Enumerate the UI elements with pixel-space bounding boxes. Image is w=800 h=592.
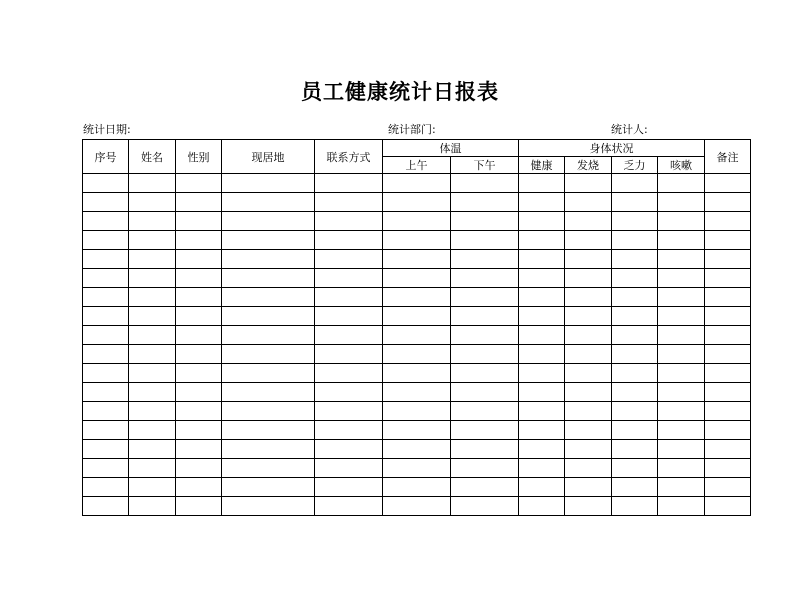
- table-cell[interactable]: [129, 174, 176, 193]
- table-cell[interactable]: [658, 307, 705, 326]
- table-cell[interactable]: [383, 440, 451, 459]
- table-cell[interactable]: [612, 269, 658, 288]
- table-cell[interactable]: [519, 364, 565, 383]
- table-cell[interactable]: [519, 402, 565, 421]
- table-cell[interactable]: [83, 364, 129, 383]
- table-cell[interactable]: [658, 193, 705, 212]
- table-cell[interactable]: [451, 421, 519, 440]
- table-cell[interactable]: [565, 345, 612, 364]
- table-cell[interactable]: [222, 212, 315, 231]
- table-cell[interactable]: [565, 383, 612, 402]
- table-cell[interactable]: [658, 459, 705, 478]
- table-cell[interactable]: [565, 212, 612, 231]
- table-row: [83, 174, 751, 193]
- table-cell[interactable]: [658, 326, 705, 345]
- table-cell[interactable]: [519, 345, 565, 364]
- table-cell[interactable]: [612, 174, 658, 193]
- header-name: 姓名: [129, 140, 176, 174]
- table-cell[interactable]: [129, 231, 176, 250]
- table-cell[interactable]: [612, 193, 658, 212]
- table-cell[interactable]: [705, 307, 751, 326]
- table-cell[interactable]: [565, 497, 612, 516]
- table-cell[interactable]: [519, 250, 565, 269]
- table-cell[interactable]: [383, 421, 451, 440]
- table-cell[interactable]: [129, 288, 176, 307]
- table-cell[interactable]: [83, 383, 129, 402]
- table-cell[interactable]: [129, 326, 176, 345]
- table-cell[interactable]: [565, 193, 612, 212]
- table-cell[interactable]: [612, 459, 658, 478]
- table-cell[interactable]: [658, 288, 705, 307]
- table-cell[interactable]: [129, 421, 176, 440]
- table-cell[interactable]: [83, 497, 129, 516]
- table-cell[interactable]: [565, 326, 612, 345]
- table-cell[interactable]: [383, 231, 451, 250]
- table-cell[interactable]: [222, 364, 315, 383]
- table-cell[interactable]: [129, 364, 176, 383]
- header-healthy: 健康: [519, 157, 565, 174]
- table-cell[interactable]: [705, 288, 751, 307]
- table-cell[interactable]: [565, 231, 612, 250]
- table-cell[interactable]: [658, 231, 705, 250]
- table-cell[interactable]: [83, 440, 129, 459]
- table-row: [83, 269, 751, 288]
- table-cell[interactable]: [222, 307, 315, 326]
- table-cell[interactable]: [658, 402, 705, 421]
- table-cell[interactable]: [222, 345, 315, 364]
- table-cell[interactable]: [383, 345, 451, 364]
- table-cell[interactable]: [705, 497, 751, 516]
- table-cell[interactable]: [519, 307, 565, 326]
- table-cell[interactable]: [222, 174, 315, 193]
- table-cell[interactable]: [315, 478, 383, 497]
- table-cell[interactable]: [565, 421, 612, 440]
- table-cell[interactable]: [383, 497, 451, 516]
- table-cell[interactable]: [451, 459, 519, 478]
- table-cell[interactable]: [176, 440, 222, 459]
- table-cell[interactable]: [519, 212, 565, 231]
- table-cell[interactable]: [705, 421, 751, 440]
- table-row: [83, 497, 751, 516]
- table-cell[interactable]: [83, 478, 129, 497]
- table-cell[interactable]: [315, 402, 383, 421]
- header-fever: 发烧: [565, 157, 612, 174]
- table-cell[interactable]: [315, 231, 383, 250]
- table-cell[interactable]: [705, 364, 751, 383]
- table-cell[interactable]: [451, 174, 519, 193]
- table-cell[interactable]: [612, 250, 658, 269]
- table-cell[interactable]: [383, 288, 451, 307]
- table-cell[interactable]: [612, 345, 658, 364]
- table-cell[interactable]: [129, 440, 176, 459]
- table-cell[interactable]: [565, 307, 612, 326]
- table-cell[interactable]: [222, 326, 315, 345]
- table-cell[interactable]: [129, 459, 176, 478]
- table-cell[interactable]: [658, 497, 705, 516]
- table-cell[interactable]: [315, 383, 383, 402]
- table-cell[interactable]: [222, 269, 315, 288]
- table-cell[interactable]: [658, 383, 705, 402]
- table-row: [83, 402, 751, 421]
- header-gender: 性别: [176, 140, 222, 174]
- table-row: [83, 231, 751, 250]
- table-cell[interactable]: [451, 307, 519, 326]
- table-row: [83, 212, 751, 231]
- table-cell[interactable]: [565, 459, 612, 478]
- table-cell[interactable]: [222, 478, 315, 497]
- table-cell[interactable]: [383, 383, 451, 402]
- table-cell[interactable]: [565, 478, 612, 497]
- table-row: [83, 345, 751, 364]
- table-cell[interactable]: [129, 250, 176, 269]
- table-cell[interactable]: [222, 193, 315, 212]
- table-cell[interactable]: [222, 440, 315, 459]
- table-cell[interactable]: [315, 174, 383, 193]
- table-cell[interactable]: [565, 288, 612, 307]
- table-cell[interactable]: [83, 193, 129, 212]
- stat-date-label: 统计日期:: [83, 123, 131, 136]
- header-temp-pm: 下午: [451, 157, 519, 174]
- table-cell[interactable]: [519, 326, 565, 345]
- table-cell[interactable]: [176, 364, 222, 383]
- table-cell[interactable]: [612, 478, 658, 497]
- table-cell[interactable]: [705, 383, 751, 402]
- table-cell[interactable]: [176, 174, 222, 193]
- table-cell[interactable]: [383, 402, 451, 421]
- table-cell[interactable]: [451, 440, 519, 459]
- table-cell[interactable]: [451, 212, 519, 231]
- table-cell[interactable]: [315, 193, 383, 212]
- table-cell[interactable]: [83, 326, 129, 345]
- table-cell[interactable]: [383, 269, 451, 288]
- table-cell[interactable]: [383, 478, 451, 497]
- table-cell[interactable]: [705, 193, 751, 212]
- table-cell[interactable]: [451, 364, 519, 383]
- table-row: [83, 383, 751, 402]
- stat-person-label: 统计人:: [611, 123, 648, 136]
- table-cell[interactable]: [129, 383, 176, 402]
- table-cell[interactable]: [176, 345, 222, 364]
- table-cell[interactable]: [315, 345, 383, 364]
- table-cell[interactable]: [315, 307, 383, 326]
- table-cell[interactable]: [383, 193, 451, 212]
- table-cell[interactable]: [176, 478, 222, 497]
- table-cell[interactable]: [612, 231, 658, 250]
- table-cell[interactable]: [83, 345, 129, 364]
- table-cell[interactable]: [565, 402, 612, 421]
- table-cell[interactable]: [658, 250, 705, 269]
- table-cell[interactable]: [383, 212, 451, 231]
- table-cell[interactable]: [451, 288, 519, 307]
- header-fatigue: 乏力: [612, 157, 658, 174]
- table-cell[interactable]: [658, 421, 705, 440]
- table-row: [83, 193, 751, 212]
- table-row: [83, 421, 751, 440]
- table-cell[interactable]: [383, 459, 451, 478]
- table-cell[interactable]: [451, 497, 519, 516]
- table-cell[interactable]: [519, 421, 565, 440]
- table-cell[interactable]: [129, 402, 176, 421]
- table-cell[interactable]: [129, 345, 176, 364]
- health-report-table: [82, 139, 751, 516]
- table-row: [83, 440, 751, 459]
- table-row: [83, 478, 751, 497]
- table-cell[interactable]: [565, 250, 612, 269]
- table-cell[interactable]: [565, 174, 612, 193]
- table-cell[interactable]: [658, 364, 705, 383]
- table-cell[interactable]: [451, 326, 519, 345]
- report-title: 员工健康统计日报表: [301, 80, 499, 104]
- table-cell[interactable]: [222, 250, 315, 269]
- table-cell[interactable]: [451, 231, 519, 250]
- table-cell[interactable]: [658, 440, 705, 459]
- table-cell[interactable]: [705, 269, 751, 288]
- table-cell[interactable]: [83, 459, 129, 478]
- table-cell[interactable]: [658, 269, 705, 288]
- table-cell[interactable]: [705, 174, 751, 193]
- table-cell[interactable]: [705, 459, 751, 478]
- table-cell[interactable]: [315, 269, 383, 288]
- table-cell[interactable]: [222, 459, 315, 478]
- table-cell[interactable]: [705, 326, 751, 345]
- table-cell[interactable]: [222, 402, 315, 421]
- table-cell[interactable]: [383, 326, 451, 345]
- table-cell[interactable]: [222, 421, 315, 440]
- table-cell[interactable]: [612, 364, 658, 383]
- header-seq: 序号: [83, 140, 129, 174]
- table-cell[interactable]: [658, 212, 705, 231]
- table-cell[interactable]: [129, 212, 176, 231]
- table-cell[interactable]: [519, 269, 565, 288]
- table-cell[interactable]: [176, 231, 222, 250]
- table-cell[interactable]: [315, 212, 383, 231]
- table-cell[interactable]: [519, 383, 565, 402]
- table-cell[interactable]: [519, 440, 565, 459]
- table-cell[interactable]: [705, 478, 751, 497]
- table-cell[interactable]: [519, 459, 565, 478]
- table-cell[interactable]: [83, 231, 129, 250]
- table-cell[interactable]: [658, 345, 705, 364]
- table-cell[interactable]: [705, 402, 751, 421]
- table-cell[interactable]: [451, 383, 519, 402]
- table-cell[interactable]: [315, 497, 383, 516]
- table-cell[interactable]: [451, 193, 519, 212]
- table-cell[interactable]: [705, 440, 751, 459]
- table-cell[interactable]: [612, 307, 658, 326]
- table-cell[interactable]: [83, 421, 129, 440]
- table-cell[interactable]: [129, 478, 176, 497]
- table-cell[interactable]: [612, 212, 658, 231]
- table-cell[interactable]: [315, 250, 383, 269]
- table-cell[interactable]: [612, 440, 658, 459]
- table-cell[interactable]: [565, 440, 612, 459]
- table-cell[interactable]: [83, 250, 129, 269]
- table-cell[interactable]: [612, 497, 658, 516]
- table-row: [83, 250, 751, 269]
- header-contact: 联系方式: [315, 140, 383, 174]
- header-temperature: 体温: [383, 140, 519, 157]
- table-cell[interactable]: [83, 212, 129, 231]
- table-cell[interactable]: [383, 174, 451, 193]
- table-cell[interactable]: [176, 193, 222, 212]
- table-cell[interactable]: [176, 383, 222, 402]
- table-cell[interactable]: [451, 269, 519, 288]
- table-cell[interactable]: [315, 364, 383, 383]
- table-cell[interactable]: [176, 307, 222, 326]
- table-cell[interactable]: [612, 402, 658, 421]
- table-cell[interactable]: [83, 174, 129, 193]
- table-cell[interactable]: [176, 269, 222, 288]
- table-row: [83, 364, 751, 383]
- table-cell[interactable]: [315, 326, 383, 345]
- table-cell[interactable]: [129, 193, 176, 212]
- table-cell[interactable]: [83, 269, 129, 288]
- header-address: 现居地: [222, 140, 315, 174]
- table-cell[interactable]: [176, 497, 222, 516]
- table-cell[interactable]: [519, 497, 565, 516]
- table-cell[interactable]: [129, 307, 176, 326]
- table-cell[interactable]: [315, 440, 383, 459]
- table-cell[interactable]: [612, 383, 658, 402]
- table-cell[interactable]: [315, 459, 383, 478]
- table-cell[interactable]: [658, 174, 705, 193]
- table-cell[interactable]: [612, 421, 658, 440]
- table-cell[interactable]: [519, 174, 565, 193]
- header-cough: 咳嗽: [658, 157, 705, 174]
- table-cell[interactable]: [565, 364, 612, 383]
- table-body: [83, 174, 751, 516]
- table-cell[interactable]: [383, 364, 451, 383]
- table-cell[interactable]: [451, 478, 519, 497]
- table-row: [83, 459, 751, 478]
- table-cell[interactable]: [705, 250, 751, 269]
- table-cell[interactable]: [519, 478, 565, 497]
- table-cell[interactable]: [705, 231, 751, 250]
- table-cell[interactable]: [519, 288, 565, 307]
- table-cell[interactable]: [383, 307, 451, 326]
- table-cell[interactable]: [222, 497, 315, 516]
- table-cell[interactable]: [176, 250, 222, 269]
- table-cell[interactable]: [176, 459, 222, 478]
- table-cell[interactable]: [129, 497, 176, 516]
- table-cell[interactable]: [612, 326, 658, 345]
- header-temp-am: 上午: [383, 157, 451, 174]
- table-cell[interactable]: [383, 250, 451, 269]
- table-cell[interactable]: [451, 250, 519, 269]
- table-cell[interactable]: [451, 345, 519, 364]
- table-row: [83, 288, 751, 307]
- table-cell[interactable]: [451, 402, 519, 421]
- table-cell[interactable]: [222, 288, 315, 307]
- table-cell[interactable]: [129, 269, 176, 288]
- table-cell[interactable]: [176, 402, 222, 421]
- table-cell[interactable]: [83, 307, 129, 326]
- stat-department-label: 统计部门:: [388, 123, 436, 136]
- table-cell[interactable]: [705, 212, 751, 231]
- header-condition: 身体状况: [519, 140, 705, 157]
- table-cell[interactable]: [612, 288, 658, 307]
- table-cell[interactable]: [519, 193, 565, 212]
- table-cell[interactable]: [176, 288, 222, 307]
- table-cell[interactable]: [222, 383, 315, 402]
- table-cell[interactable]: [315, 421, 383, 440]
- table-cell[interactable]: [176, 326, 222, 345]
- table-row: [83, 307, 751, 326]
- table-cell[interactable]: [705, 345, 751, 364]
- table-cell[interactable]: [565, 269, 612, 288]
- table-cell[interactable]: [176, 421, 222, 440]
- table-cell[interactable]: [83, 402, 129, 421]
- table-row: [83, 326, 751, 345]
- table-cell[interactable]: [176, 212, 222, 231]
- header-remarks: 备注: [705, 140, 751, 174]
- table-cell[interactable]: [315, 288, 383, 307]
- table-cell[interactable]: [222, 231, 315, 250]
- table-cell[interactable]: [83, 288, 129, 307]
- table-cell[interactable]: [519, 231, 565, 250]
- table-cell[interactable]: [658, 478, 705, 497]
